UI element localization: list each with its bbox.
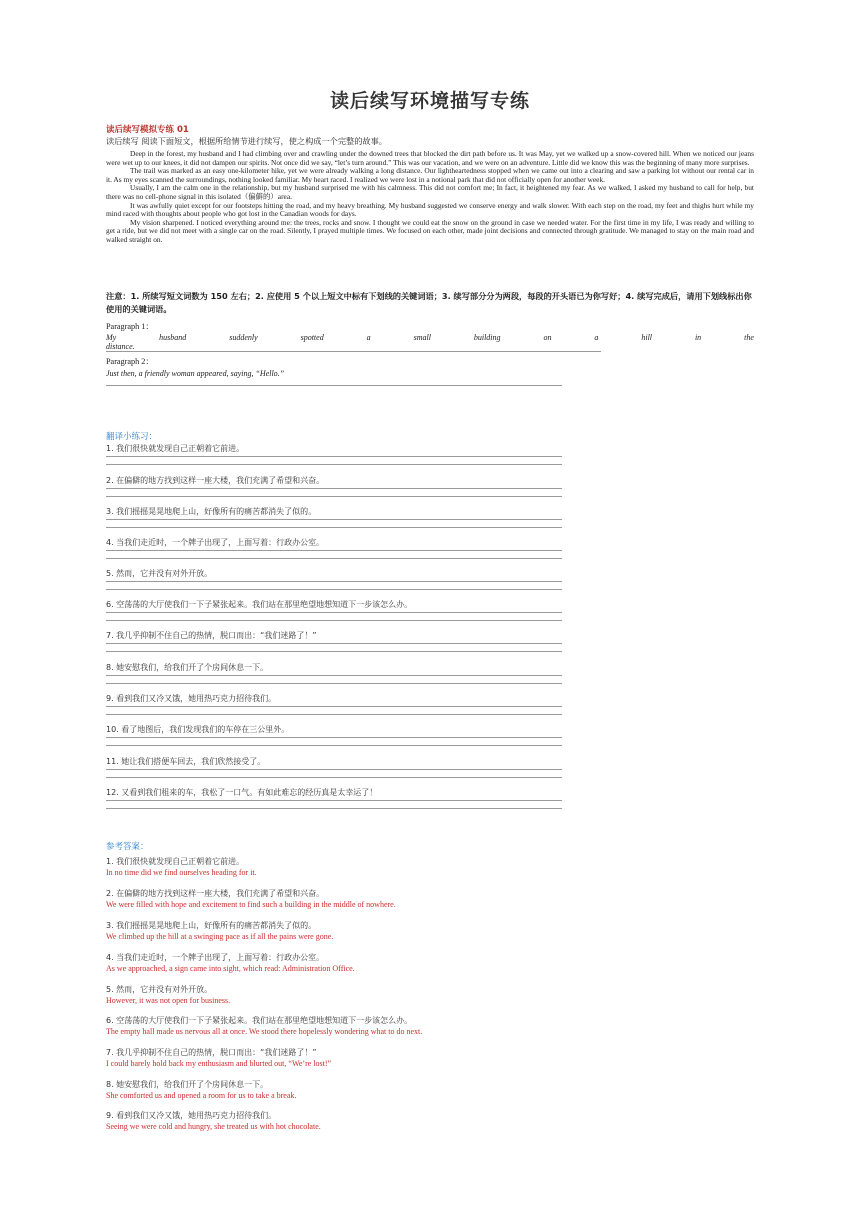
answer-text: I could barely hold back my enthusiasm and blurted out, “We’re lost!” [106, 1059, 332, 1068]
story-paragraph: Usually, I am the calm one in the relationship, but my husband surprised me with his calmness. This did not comfort me; In fact, it heightened my fear. As we walked, I asked my husband to call for help, but there was no cell-phone signal in this isolated（偏僻的）area. [106, 183, 754, 201]
practice-item: 9. 看到我们又冷又饿，她用热巧克力招待我们。 [106, 694, 277, 703]
answer-line[interactable] [106, 737, 562, 738]
answer-line[interactable] [106, 558, 562, 559]
answer-text: She comforted us and opened a room for us to take a break. [106, 1091, 297, 1100]
answer-question: 3. 我们摇摇晃晃地爬上山，好像所有的痛苦都消失了似的。 [106, 921, 317, 930]
practice-item: 4. 当我们走近时，一个牌子出现了，上面写着：行政办公室。 [106, 538, 325, 547]
answers-heading: 参考答案： [106, 842, 149, 852]
answer-line[interactable] [106, 683, 562, 684]
writing-line [106, 385, 562, 386]
section-heading: 读后续写模拟专练 01 [106, 125, 189, 135]
answer-line[interactable] [106, 675, 562, 676]
paragraph1-word: husband [159, 333, 187, 342]
story-paragraph: Deep in the forest, my husband and I had climbing over and crawling under the downed trees that blocked the dirt path before us. It was May, yet we walked up a snow-covered hill. When we noticed our jeans were wet up to our knees, it did not dampen our spirits. Not once did we say, “let’s turn around.” This was our vacation, and we were on an adventure. Little did we know this was the beginning of many more surprises. [106, 149, 754, 167]
answer-text: Seeing we were cold and hungry, she treated us with hot chocolate. [106, 1122, 321, 1131]
paragraph1-word: spotted [300, 333, 324, 342]
answer-question: 8. 她安慰我们，给我们开了个房间休息一下。 [106, 1080, 269, 1089]
practice-item: 5. 然而，它并没有对外开放。 [106, 569, 213, 578]
practice-item: 12. 又看到我们租来的车，我松了一口气。有如此难忘的经历真是太幸运了！ [106, 788, 378, 797]
practice-item: 6. 空荡荡的大厅使我们一下子紧张起来。我们站在那里绝望地想知道下一步该怎么办。 [106, 600, 413, 609]
answer-line[interactable] [106, 550, 562, 551]
answer-line[interactable] [106, 527, 562, 528]
answer-question: 1. 我们很快就发现自己正朝着它前进。 [106, 857, 245, 866]
writing-line [106, 351, 601, 352]
answer-question: 6. 空荡荡的大厅使我们一下子紧张起来。我们站在那里绝望地想知道下一步该怎么办。 [106, 1016, 413, 1025]
answer-line[interactable] [106, 800, 562, 801]
paragraph1-start [106, 333, 754, 342]
paragraph1-word: building [473, 333, 501, 342]
answer-line[interactable] [106, 651, 562, 652]
answer-line[interactable] [106, 769, 562, 770]
answer-text: However, it was not open for business. [106, 996, 231, 1005]
answer-text: In no time did we find ourselves heading for it. [106, 868, 257, 877]
paragraph1-word: in [694, 333, 702, 342]
story-paragraph: The trail was marked as an easy one-kilometer hike, yet we were already walking a long distance. Our lightheartedness stopped when we came out into a clearing and saw a parking lot without our rental car in it. As my eyes scanned the surroundings, nothing looked familiar. My heart raced. I realized we were lost in a notional park that did not officially open for another week. [106, 166, 754, 184]
answer-line[interactable] [106, 620, 562, 621]
story-paragraph: It was awfully quiet except for our footsteps hitting the road, and my heavy breathing. My husband suggested we conserve energy and walk slower. With each step on the road, my feet and thighs hurt while my mind raced with thoughts about people who got lost in the Canadian woods for days. [106, 200, 754, 219]
answer-line[interactable] [106, 808, 562, 809]
answer-line[interactable] [106, 714, 562, 715]
answer-question: 2. 在偏僻的地方找到这样一座大楼，我们充满了希望和兴奋。 [106, 889, 325, 898]
answer-question: 9. 看到我们又冷又饿，她用热巧克力招待我们。 [106, 1111, 277, 1120]
instruction-text: 读后续写 阅读下面短文，根据所给情节进行续写，使之构成一个完整的故事。 [106, 136, 387, 146]
answer-text: We climbed up the hill at a swinging pace as if all the pains were gone. [106, 932, 334, 941]
answer-line[interactable] [106, 706, 562, 707]
answer-line[interactable] [106, 745, 562, 746]
practice-item: 8. 她安慰我们，给我们开了个房间休息一下。 [106, 663, 269, 672]
answer-text: As we approached, a sign came into sight, which read: Administration Office. [106, 964, 355, 973]
paragraph1-word: suddenly [229, 333, 258, 342]
answer-question: 4. 当我们走近时，一个牌子出现了，上面写着：行政办公室。 [106, 953, 325, 962]
paragraph1-word: on [543, 333, 552, 342]
practice-item: 11. 她让我们搭便车回去，我们欣然接受了。 [106, 757, 266, 766]
paragraph1-word: a [594, 333, 599, 342]
answer-line[interactable] [106, 581, 562, 582]
paragraph1-end: distance. [106, 342, 135, 351]
answer-line[interactable] [106, 777, 562, 778]
answer-line[interactable] [106, 612, 562, 613]
page-title: 读后续写环境描写专练 [329, 90, 530, 112]
practice-heading: 翻译小练习： [106, 432, 158, 442]
paragraph1-word: small [413, 333, 431, 342]
answer-text: The empty hall made us nervous all at once. We stood there hopelessly wondering what to do next. [106, 1027, 423, 1036]
answer-line[interactable] [106, 589, 562, 590]
answer-question: 7. 我几乎抑制不住自己的热情，脱口而出：“我们迷路了！” [106, 1048, 317, 1057]
practice-item: 1. 我们很快就发现自己正朝着它前进。 [106, 444, 245, 453]
answer-question: 5. 然而，它并没有对外开放。 [106, 985, 213, 994]
paragraph1-label: Paragraph 1： [106, 322, 154, 331]
answer-line[interactable] [106, 488, 562, 489]
paragraph1-word: My [106, 333, 117, 342]
story-text [106, 150, 754, 245]
practice-item: 7. 我几乎抑制不住自己的热情，脱口而出：“我们迷路了！” [106, 631, 317, 640]
practice-item: 2. 在偏僻的地方找到这样一座大楼，我们充满了希望和兴奋。 [106, 476, 325, 485]
note-text: 注意：1. 所续写短文词数为 150 左右；2. 应使用 5 个以上短文中标有下划线的关键词语；3. 续写部分分为两段，每段的开头语已为你写好；4. 续写完成后，请用下划线标出你使用的关键词语。 [106, 291, 752, 314]
story-paragraph: My vision sharpened. I noticed everything around me: the trees, rocks and snow. I thought we could eat the snow on the ground in case we needed water. For the first time in my life, I was ready and willing to get a ride, but we did not meet with a single car on the road. Silently, I prayed multiple times. We focused on each other, made joint decisions and connected through gratitude. We managed to stay on the main road and walked straight on. [106, 217, 754, 244]
paragraph1-word: a [366, 333, 371, 342]
practice-item: 3. 我们摇摇晃晃地爬上山，好像所有的痛苦都消失了似的。 [106, 507, 317, 516]
answer-line[interactable] [106, 643, 562, 644]
answer-line[interactable] [106, 456, 562, 457]
answer-line[interactable] [106, 519, 562, 520]
answer-line[interactable] [106, 496, 562, 497]
practice-item: 10. 看了地图后，我们发现我们的车停在三公里外。 [106, 725, 290, 734]
paragraph2-label: Paragraph 2： [106, 357, 154, 366]
paragraph1-word: hill [641, 333, 653, 342]
answer-text: We were filled with hope and excitement to find such a building in the middle of nowhere. [106, 900, 396, 909]
paragraph2-start: Just then, a friendly woman appeared, saying, “Hello.” [106, 369, 285, 378]
answer-line[interactable] [106, 464, 562, 465]
paragraph1-word: the [744, 333, 754, 342]
